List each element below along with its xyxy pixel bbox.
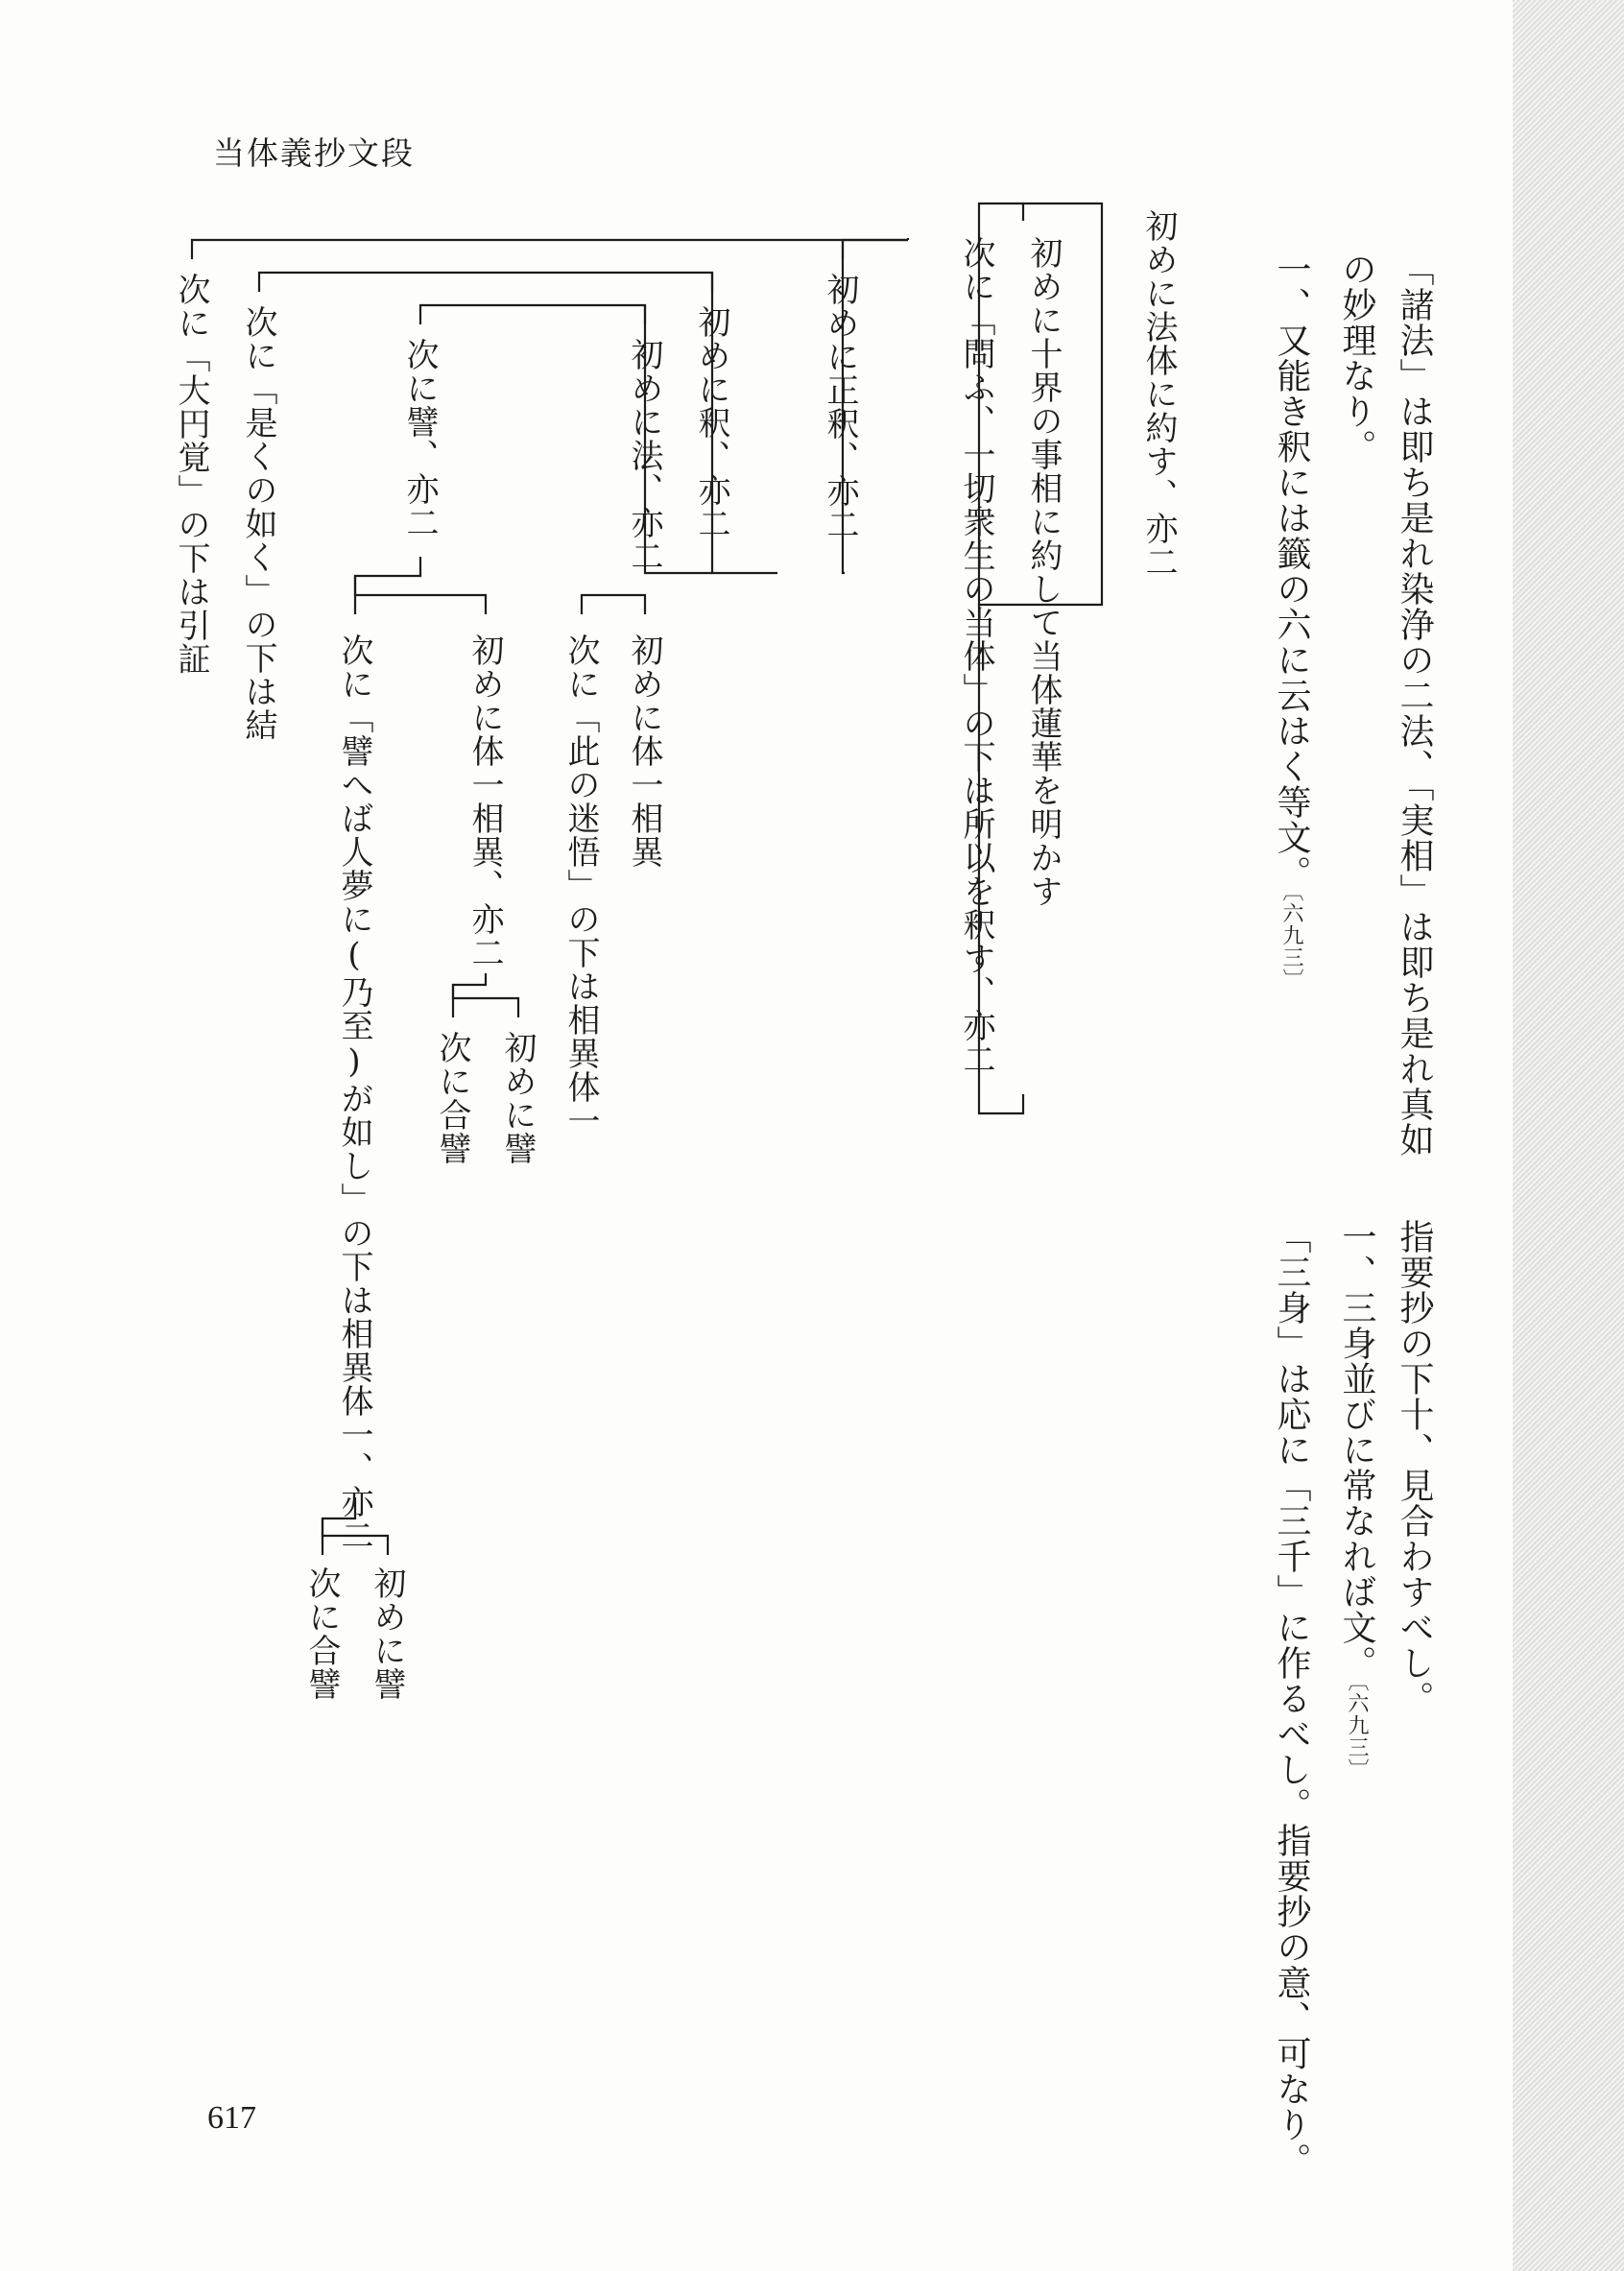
tree-node-shoshaku: 初めに正釈、亦二	[821, 273, 859, 541]
text-line-shiyosho: 指要抄の下十、見合わすべし。	[1395, 1219, 1434, 1716]
citation-note: 〔六九三〕	[1279, 891, 1303, 991]
text-line-myori: の妙理なり。	[1337, 251, 1376, 465]
running-head: 当体義抄文段	[213, 134, 415, 172]
tree-node-shoi: 次に「問ふ、一切衆生の当体」の下は所以を釈す、亦二	[957, 236, 995, 1076]
tree-node-hi-1-hi: 初めに譬	[498, 1031, 537, 1165]
text-line-sanjin-main: 一、三身並びに常なれば文。	[1337, 1219, 1376, 1681]
text-line-sanjin-comment: 「三身」は応に「三千」に作るべし。指要抄の意、可なり。	[1272, 1219, 1311, 2178]
text-line-shoho: 「諸法」は即ち是れ染浄の二法、「実相」は即ち是れ真如	[1395, 251, 1434, 1158]
tree-node-jikkai: 初めに十界の事相に約して当体蓮華を明かす	[1024, 236, 1063, 908]
tree-node-ketsu: 次に「是くの如く」の下は結	[239, 305, 277, 742]
tree-node-ho-taiichi: 初めに体一相異	[625, 633, 663, 869]
citation-note-2: 〔六九三〕	[1345, 1681, 1369, 1781]
tree-node-hotai: 初めに法体に約す、亦二	[1139, 209, 1178, 579]
page-number: 617	[207, 2100, 256, 2136]
tree-node-hi: 次に譬、亦二	[400, 338, 439, 539]
tree-node-hi-soi: 次に「譬へば人夢に(乃至)が如し」の下は相異体一、亦二	[335, 633, 373, 1552]
tree-node-ho-soi: 次に「此の迷悟」の下は相異体一	[561, 633, 600, 1137]
tree-node-hi-taiichi: 初めに体一相異、亦二	[466, 633, 504, 969]
tree-node-insho: 次に「大円覚」の下は引証	[172, 273, 210, 676]
tree-node-hi-1-gohi: 次に合譬	[433, 1031, 471, 1165]
tree-node-hi-2-gohi: 次に合譬	[302, 1566, 341, 1701]
text-line-yoki-shaku-main: 一、又能き釈には籤の六に云はく等文。	[1272, 251, 1311, 891]
tree-node-hi-2-hi: 初めに譬	[368, 1566, 406, 1701]
tree-node-shaku: 初めに釈、亦二	[692, 305, 730, 540]
tree-node-ho: 初めに法、亦二	[625, 338, 663, 573]
